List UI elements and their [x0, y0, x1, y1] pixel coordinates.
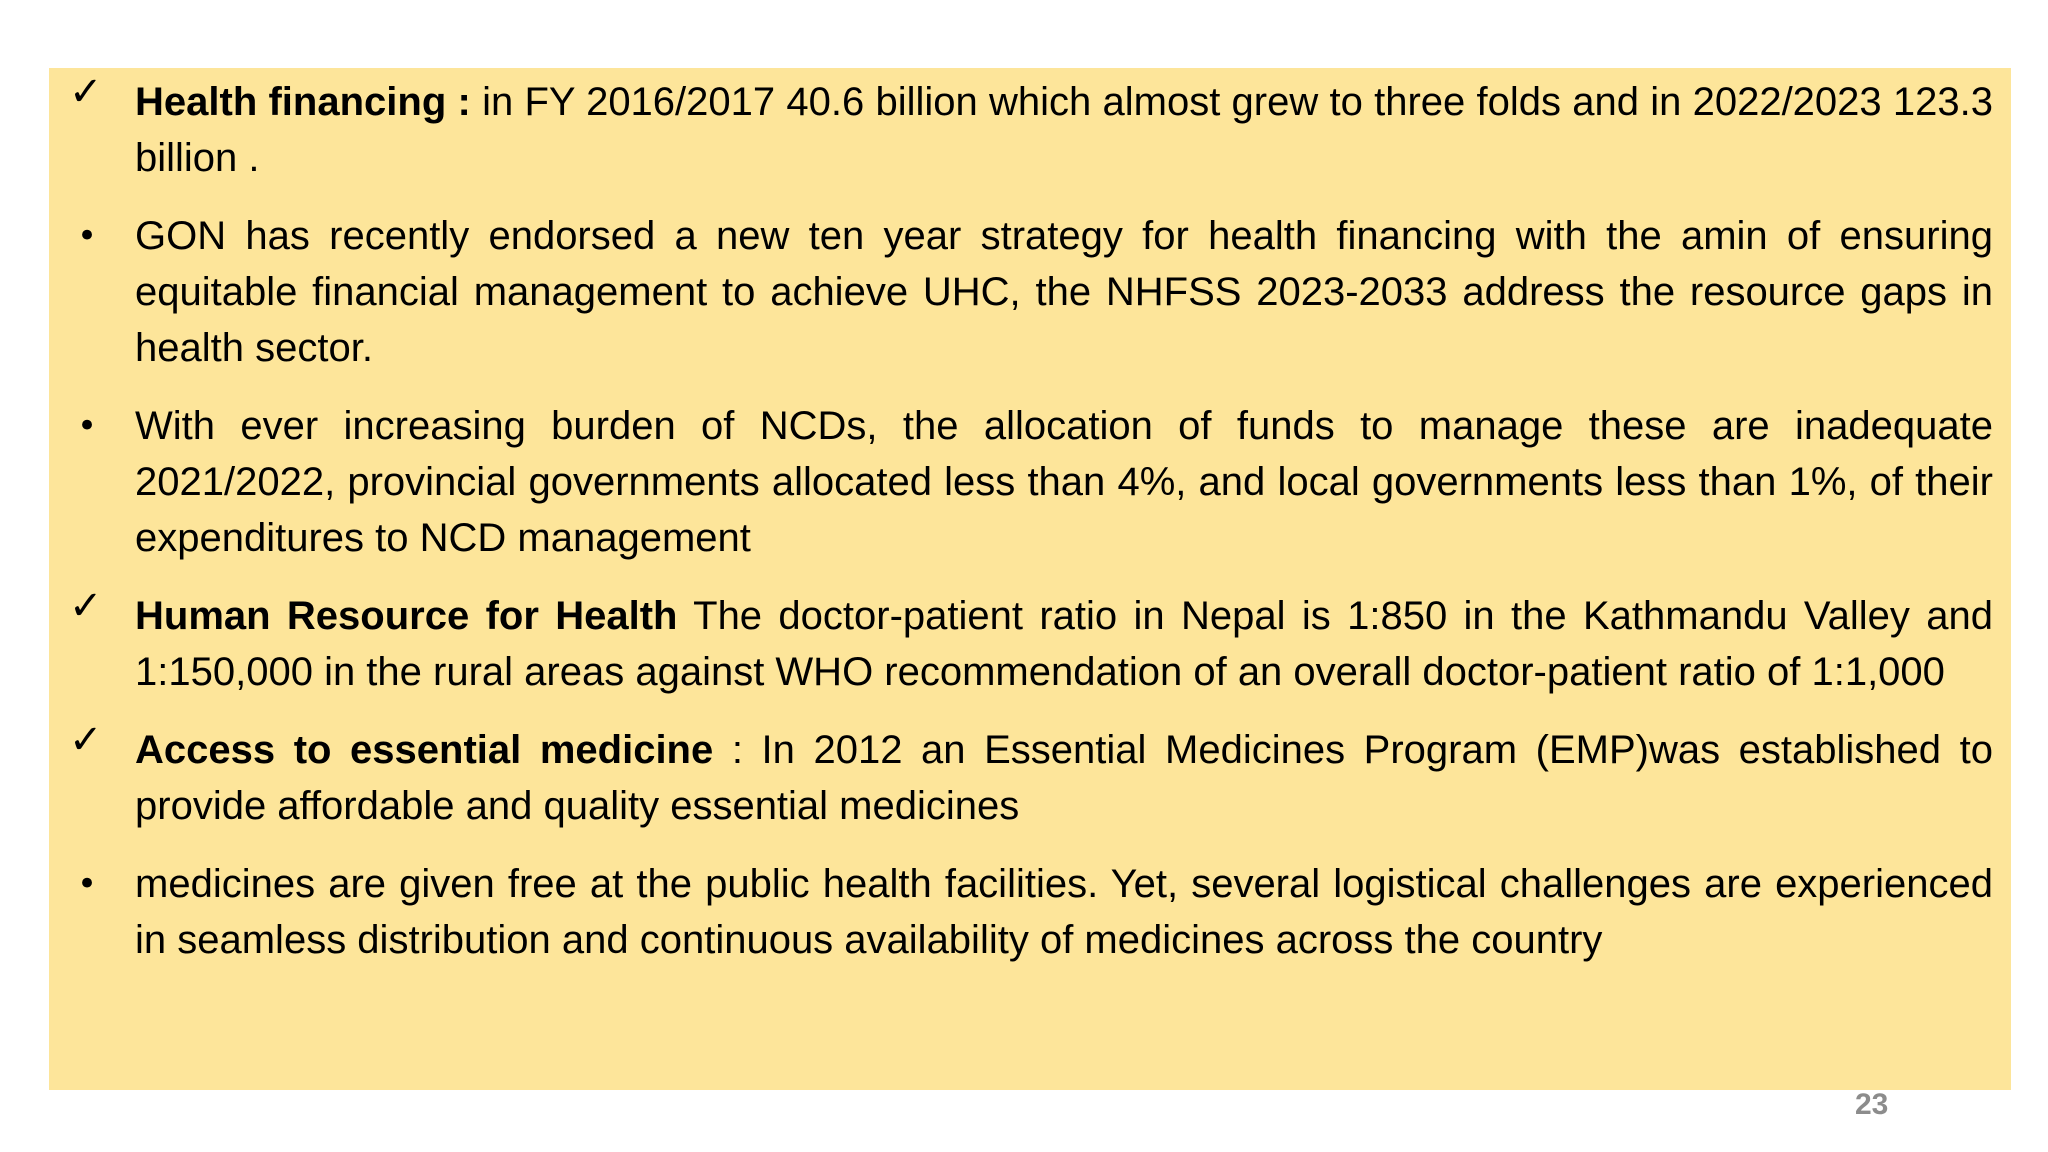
item-text: The doctor-patient ratio in Nepal is 1:850 in the Kathmandu Valley and 1:150,000 in the rural areas against WHO recommendation of an overall doctor-patient ratio of 1:1,000 — [135, 594, 1993, 694]
bullet-icon: • — [77, 864, 98, 904]
bullet-icon: • — [77, 406, 98, 446]
checkmark-icon: ✓ — [69, 583, 103, 629]
list-item-essential-medicine — [67, 717, 1993, 834]
list-item-human-resource — [67, 583, 1993, 700]
item-text: GON has recently endorsed a new ten year strategy for health financing with the amin of ensuring equitable financial management to achieve UHC, the NHFSS 2023-2033 address the resource gaps in health sector. — [135, 214, 1993, 370]
item-heading: Access to essential medicine — [135, 728, 714, 772]
item-text: : In 2012 an Essential Medicines Program (EMP)was established to provide affordable and quality essential medicines — [135, 728, 1993, 828]
list-item-medicine-distribution — [67, 856, 1993, 968]
item-text: medicines are given free at the public health facilities. Yet, several logistical challenges are experienced in seamless distribution and continuous availability of medicines across the country — [135, 862, 1993, 962]
checkmark-icon: ✓ — [69, 717, 103, 763]
item-text: in FY 2016/2017 40.6 billion which almost grew to three folds and in 2022/2023 123.3 billion . — [135, 80, 1993, 180]
checkmark-icon: ✓ — [69, 69, 103, 115]
list-item-health-financing — [67, 69, 1993, 186]
bullet-icon: • — [77, 216, 98, 256]
page-number: 23 — [1855, 1088, 1889, 1121]
item-text: With ever increasing burden of NCDs, the allocation of funds to manage these are inadequate 2021/2022, provincial governments allocated less than 4%, and local governments less than 1%, of their expenditures to NCD management — [135, 404, 1993, 560]
list-item-ncd-funding — [67, 398, 1993, 566]
item-heading: Human Resource for Health — [135, 594, 678, 638]
content-box — [49, 68, 2011, 1090]
item-heading: Health financing : — [135, 80, 471, 124]
list-item-financing-strategy — [67, 208, 1993, 376]
